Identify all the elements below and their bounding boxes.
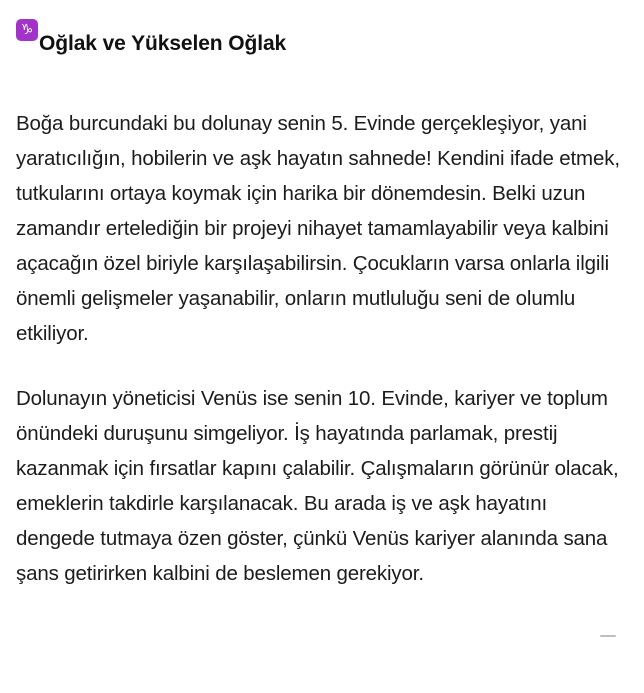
scroll-hint-marker	[600, 635, 616, 637]
page-title: Oğlak ve Yükselen Oğlak	[39, 32, 287, 56]
article-paragraph-1: Boğa burcundaki bu dolunay senin 5. Evinde gerçekleşiyor, yani yaratıcılığın, hobilerin ve aşk hayatın sahnede! Kendini ifade etmek, tutkularını ortaya koymak için harika bir dönemdesin. Belki uzun zamandır ertelediğin bir projeyi nihayet tamamlayabilir veya kalbini açacağın özel biriyle karşılaşabilirsin. Çocukların varsa onlarla ilgili önemli gelişmeler yaşanabilir, onların mutluluğu seni de olumlu etkiliyor.	[16, 112, 620, 346]
article-paragraph-2: Dolunayın yöneticisi Venüs ise senin 10. Evinde, kariyer ve toplum önündeki duruşunu simgeliyor. İş hayatında parlamak, prestij kazanmak için fırsatlar kapını çalabilir. Çalışmaların görünür olacak, emeklerin takdirle karşılanacak. Bu arada iş ve aşk hayatını dengede tutmaya özen göster, çünkü Venüs kariyer alanında sana şans getirirken kalbini de beslemen gerekiyor.	[16, 387, 619, 586]
capricorn-icon: ♑	[16, 19, 38, 41]
article-heading	[16, 16, 628, 72]
